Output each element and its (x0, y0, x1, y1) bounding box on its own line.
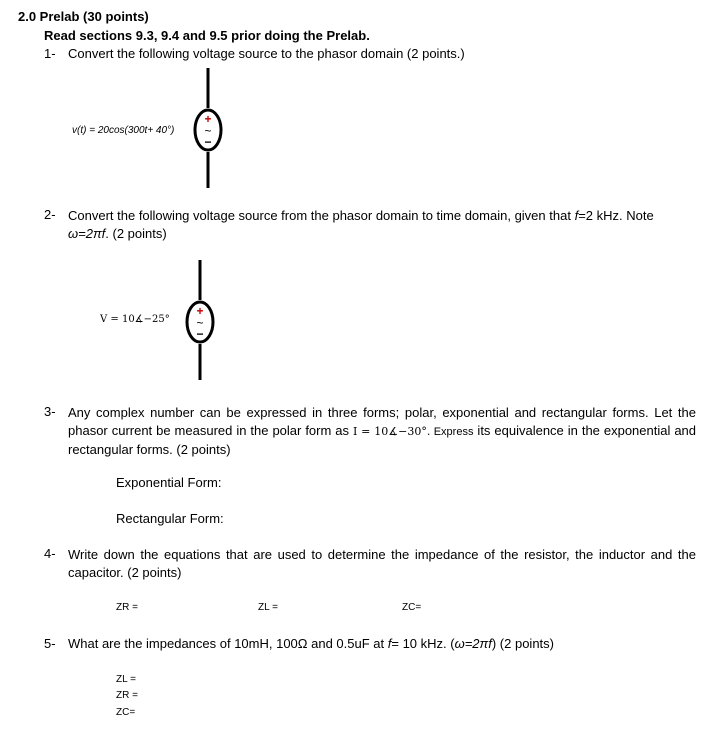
q2-equation: V = 10∡−25° (100, 314, 170, 325)
q4-zc-label: ZC= (402, 602, 422, 613)
svg-text:~: ~ (196, 316, 204, 330)
q1-number: 1- (44, 46, 56, 61)
q5-zc-label: ZC= (116, 707, 136, 718)
svg-text:~: ~ (204, 124, 212, 138)
reading-instruction: Read sections 9.3, 9.4 and 9.5 prior doing the Prelab. (44, 28, 370, 43)
q1-equation: v(t) = 20cos(300t+ 40°) (72, 125, 175, 136)
section-title: 2.0 Prelab (30 points) (18, 9, 149, 24)
svg-text:+: + (196, 304, 204, 318)
exponential-form-label: Exponential Form: (116, 475, 222, 490)
q5-text: What are the impedances of 10mH, 100Ω and 0.5uF at f= 10 kHz. (ω=2πf) (2 points) (68, 636, 554, 651)
svg-text:−: − (196, 327, 204, 341)
q1-text: Convert the following voltage source to the phasor domain (2 points.) (68, 46, 465, 61)
q2-text: Convert the following voltage source from the phasor domain to time domain, given that f=2 kHz. Note ω=2πf. (2 points) (68, 208, 654, 241)
q2-number: 2- (44, 207, 56, 222)
q3-number: 3- (44, 404, 56, 419)
q4-zl-label: ZL = (258, 602, 278, 613)
q5-number: 5- (44, 636, 56, 651)
q4-zr-label: ZR = (116, 602, 138, 613)
q4-number: 4- (44, 546, 56, 561)
rectangular-form-label: Rectangular Form: (116, 511, 224, 526)
voltage-source-1-icon (188, 68, 228, 190)
svg-text:−: − (204, 135, 212, 149)
voltage-source-2-icon (180, 260, 220, 382)
q3-text: Any complex number can be expressed in three forms; polar, exponential and rectangular forms. Let the phasor current be measured in the polar form as I = 10∡−30°. Express its equivalence in the exponential and rectangular forms. (2 points) (68, 405, 697, 457)
svg-text:+: + (204, 112, 212, 126)
q4-text: Write down the equations that are used to determine the impedance of the resistor, the inductor and the capacitor. (2 points) (68, 547, 696, 580)
q5-zr-label: ZR = (116, 690, 138, 701)
q5-zl-label: ZL = (116, 674, 136, 685)
